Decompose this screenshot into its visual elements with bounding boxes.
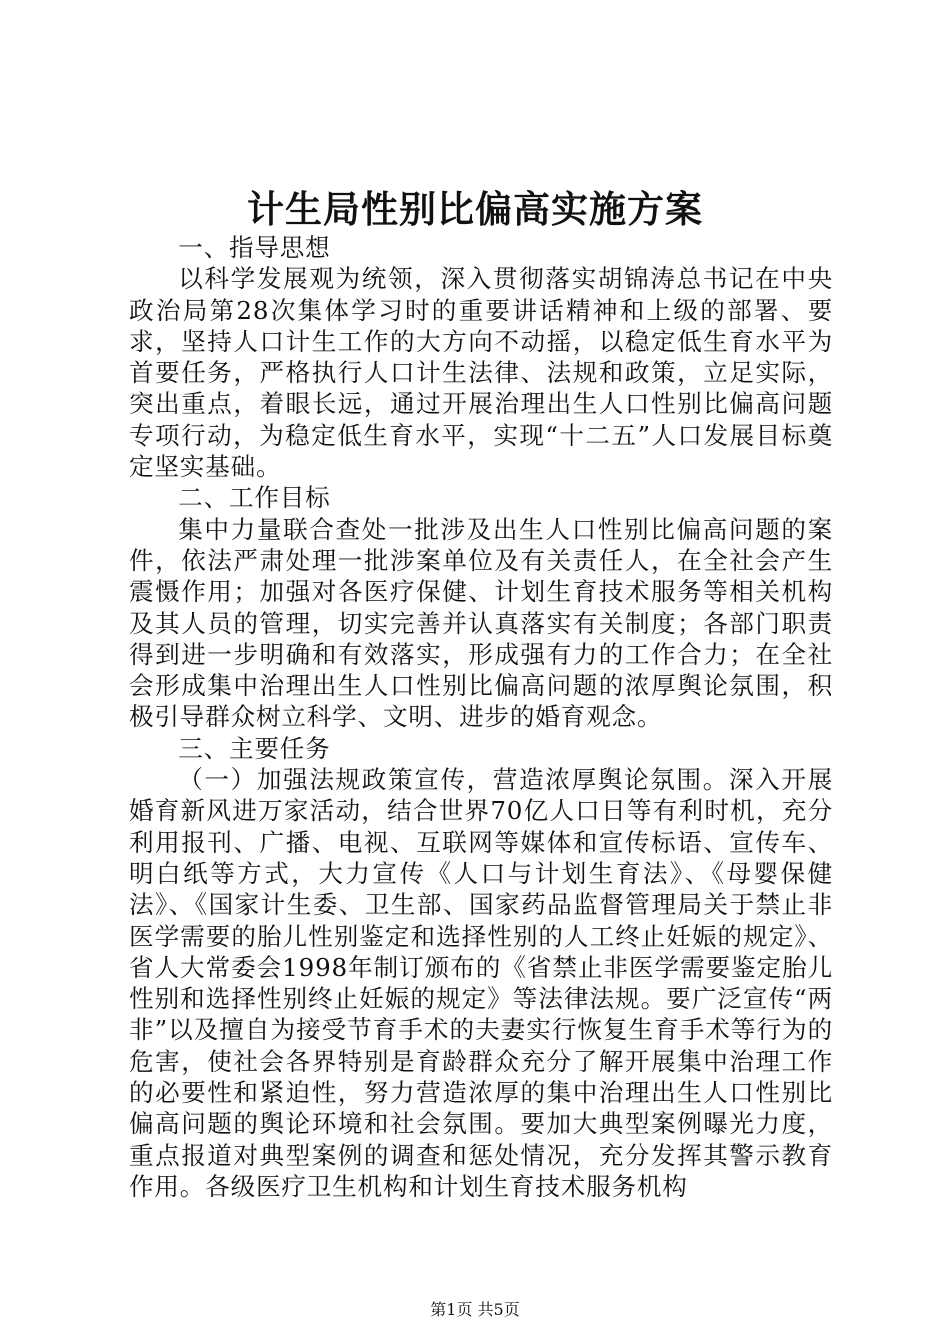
section-paragraph-guiding-ideology: 以科学发展观为统领，深入贯彻落实胡锦涛总书记在中央政治局第28次集体学习时的重要讲话精神和上级的部署、要求，坚持人口计生工作的大方向不动摇，以稳定低生育水平为首要任务，严格执行人口计生法律、法规和政策，立足实际，突出重点，着眼长远，通过开展治理出生人口性别比偏高问题专项行动，为稳定低生育水平，实现“十二五”人口发展目标奠定坚实基础。 — [129, 264, 833, 482]
document-body — [129, 232, 833, 1202]
section-heading-main-tasks: 三、主要任务 — [178, 733, 331, 763]
section-paragraph-main-tasks: （一）加强法规政策宣传，营造浓厚舆论氛围。深入开展婚育新风进万家活动，结合世界70亿人口日等有利时机，充分利用报刊、广播、电视、互联网等媒体和宣传标语、宣传车、明白纸等方式，大力宣传《人口与计划生育法》、《母婴保健法》、《国家计生委、卫生部、国家药品监督管理局关于禁止非医学需要的胎儿性别鉴定和选择性别的人工终止妊娠的规定》、省人大常委会1998年制订颁布的《省禁止非医学需要鉴定胎儿性别和选择性别终止妊娠的规定》等法律法规。要广泛宣传“两非”以及擅自为接受节育手术的夫妻实行恢复生育手术等行为的危害，使社会各界特别是育龄群众充分了解开展集中治理工作的必要性和紧迫性，努力营造浓厚的集中治理出生人口性别比偏高问题的舆论环境和社会氛围。要加大典型案例曝光力度，重点报道对典型案例的调查和惩处情况，充分发挥其警示教育作用。各级医疗卫生机构和计划生育技术服务机构 — [129, 765, 833, 1201]
page-number-footer: 第1页 共5页 — [430, 1300, 520, 1319]
section-paragraph-work-goals: 集中力量联合查处一批涉及出生人口性别比偏高问题的案件，依法严肃处理一批涉案单位及有关责任人，在全社会产生震慑作用；加强对各医疗保健、计划生育技术服务等相关机构及其人员的管理，切实完善并认真落实有关制度；各部门职责得到进一步明确和有效落实，形成强有力的工作合力；在全社会形成集中治理出生人口性别比偏高问题的浓厚舆论氛围，积极引导群众树立科学、文明、进步的婚育观念。 — [129, 514, 833, 732]
section-heading-guiding-ideology: 一、指导思想 — [178, 233, 331, 262]
section-heading-work-goals: 二、工作目标 — [178, 483, 331, 513]
page-title: 计生局性别比偏高实施方案 — [247, 187, 703, 231]
